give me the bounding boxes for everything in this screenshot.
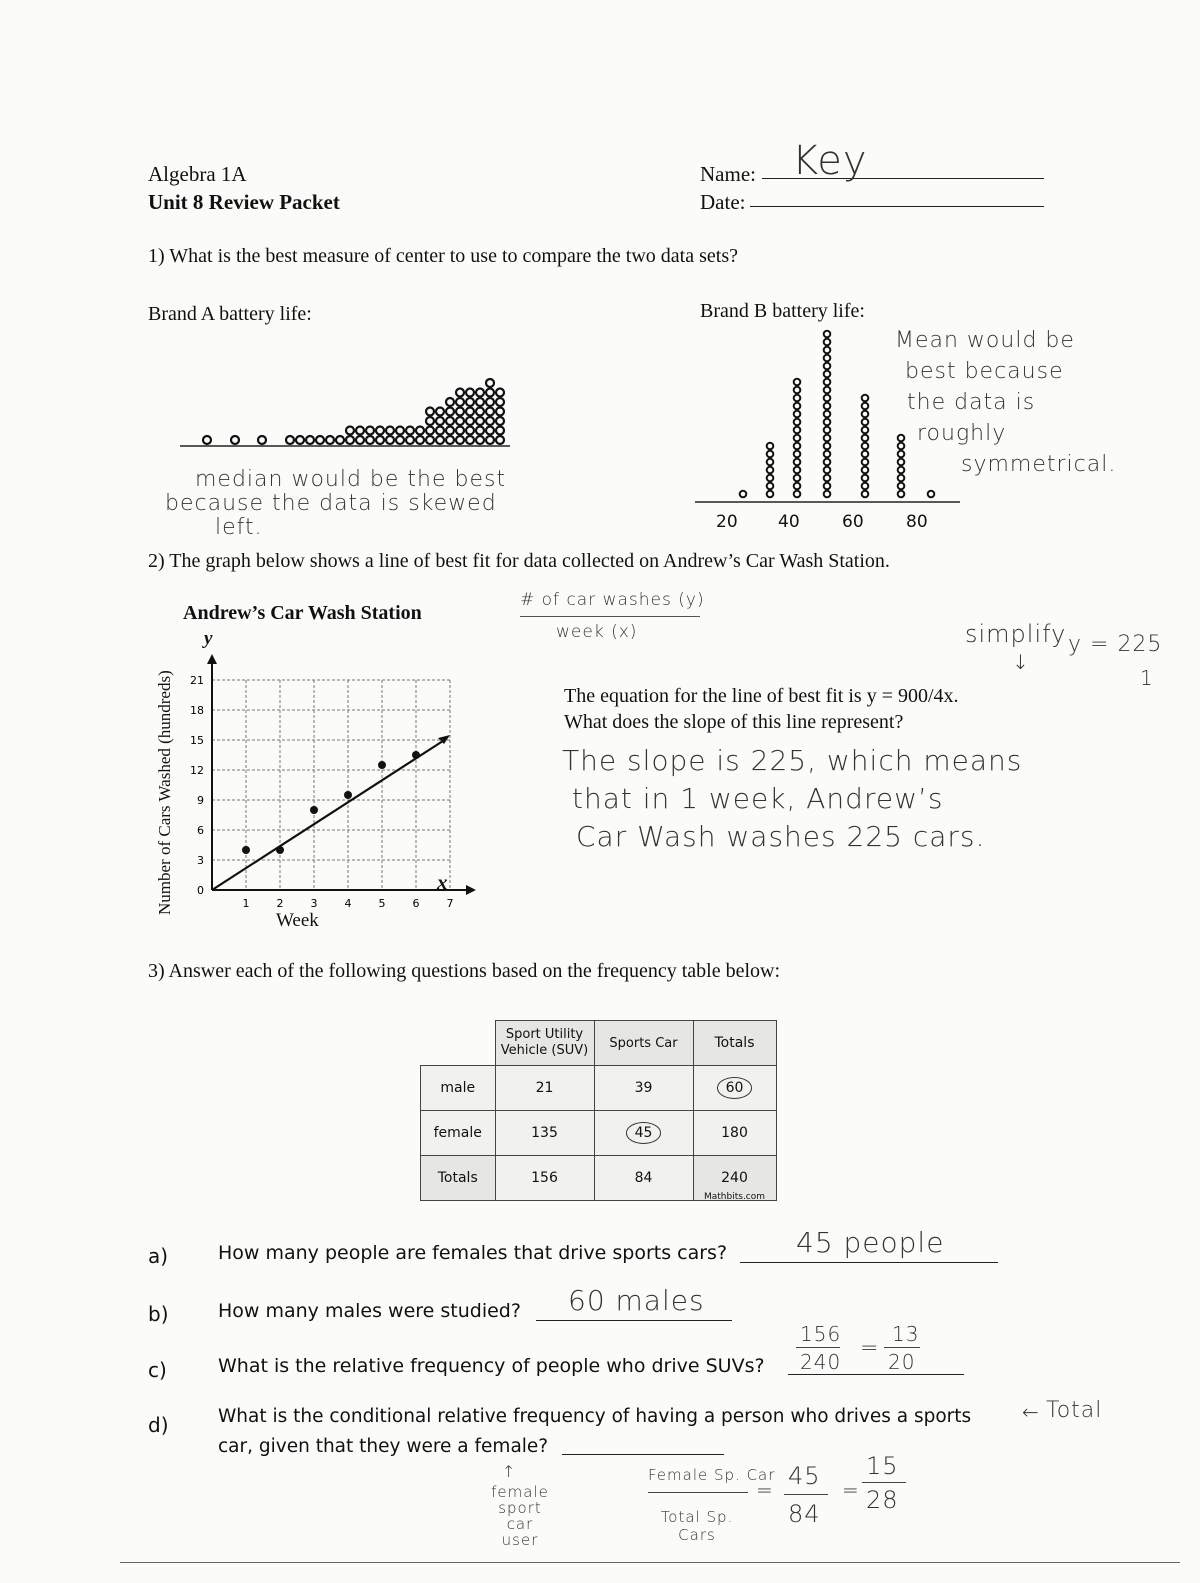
dot [824, 427, 831, 434]
chart-ylabel: Number of Cars Washed (hundreds) [155, 670, 174, 915]
x-tick-label: 4 [344, 897, 352, 910]
dot [476, 436, 484, 444]
work-num: 45 [788, 1462, 821, 1490]
dot [446, 417, 454, 425]
answer-line: best because [905, 359, 1064, 384]
table-cell: 156 [495, 1156, 594, 1201]
x-tick-label: 5 [378, 897, 386, 910]
part-c-num: 156 [800, 1322, 842, 1346]
slope-note-bar [520, 616, 700, 617]
data-point [412, 751, 420, 759]
car-wash-chart [170, 650, 470, 910]
female-note [480, 1484, 560, 1548]
part-c-den: 240 [800, 1350, 842, 1374]
dot [416, 427, 424, 435]
dot [794, 483, 801, 490]
row-label-male: male [421, 1066, 496, 1111]
result-den: 28 [866, 1486, 899, 1514]
q1-answer-b [895, 325, 1116, 480]
dot [456, 427, 464, 435]
note-line: female [491, 1483, 549, 1501]
simplify-denominator: 1 [1140, 666, 1154, 690]
dot [466, 408, 474, 416]
work-den: 84 [788, 1500, 821, 1528]
dot [794, 419, 801, 426]
answer-line-a [740, 1262, 998, 1263]
y-tick-label: 15 [190, 734, 204, 747]
answer-line: the data is [907, 390, 1036, 415]
dot [436, 436, 444, 444]
work-denominator-label: Total Sp. Cars [660, 1508, 734, 1544]
dot [794, 411, 801, 418]
dot [794, 387, 801, 394]
dot [486, 436, 494, 444]
equals-sign: = [842, 1478, 860, 1502]
dot [466, 389, 474, 397]
q3-prompt: 3) Answer each of the following questions based on the frequency table below: [148, 960, 781, 982]
dot [326, 436, 334, 444]
x-tick-label: 1 [242, 897, 250, 910]
dot [824, 355, 831, 362]
dot [824, 363, 831, 370]
dot [426, 427, 434, 435]
data-point [344, 791, 352, 799]
y-tick-label: 21 [190, 674, 204, 687]
dot [824, 491, 831, 498]
part-b-answer: 60 males [568, 1284, 705, 1317]
dot [794, 443, 801, 450]
dot [486, 389, 494, 397]
tick-label: 40 [778, 512, 800, 532]
x-axis-arrow [466, 885, 476, 895]
table-cell [693, 1066, 776, 1111]
table-cell: 39 [594, 1066, 693, 1111]
dot [794, 451, 801, 458]
result-num: 15 [866, 1452, 899, 1480]
circled-value: 45 [626, 1122, 662, 1144]
dot [396, 427, 404, 435]
slope-question: What does the slope of this line represent? [564, 711, 904, 733]
q1-answer-a [165, 468, 506, 540]
dot [456, 408, 464, 416]
x-tick-label: 7 [446, 897, 454, 910]
dot [476, 389, 484, 397]
dot [316, 436, 324, 444]
dot [862, 427, 869, 434]
dot [426, 417, 434, 425]
dot [824, 331, 831, 338]
brand-b-axis-ticks [700, 512, 960, 536]
table-cell: 240 [693, 1156, 776, 1201]
dot [496, 389, 504, 397]
row-label-female: female [421, 1111, 496, 1156]
dot [486, 417, 494, 425]
dot [203, 436, 211, 444]
dot [436, 417, 444, 425]
dot [794, 467, 801, 474]
fit-line [212, 739, 446, 890]
q1-prompt: 1) What is the best measure of center to use to compare the two data sets? [148, 245, 738, 267]
dot [466, 427, 474, 435]
dot [767, 459, 774, 466]
dot [767, 443, 774, 450]
slope-note-numerator: # of car washes (y) [520, 590, 705, 610]
dot [436, 408, 444, 416]
data-point [310, 806, 318, 814]
fraction-bar [796, 1347, 840, 1348]
dot [346, 427, 354, 435]
dot [456, 398, 464, 406]
packet-title: Unit 8 Review Packet [148, 190, 340, 214]
dot [794, 435, 801, 442]
dot [486, 379, 494, 387]
dot [794, 379, 801, 386]
part-letter: b) [148, 1302, 169, 1326]
dot [862, 483, 869, 490]
brand-a-dot-plot [180, 345, 520, 455]
dot [794, 395, 801, 402]
dot [496, 436, 504, 444]
date-line [750, 206, 1044, 207]
answer-line-c [788, 1374, 964, 1375]
table-source: Mathbits.com [704, 1192, 766, 1202]
data-point [378, 761, 386, 769]
table-cell: 135 [495, 1111, 594, 1156]
dot [740, 491, 747, 498]
dot [824, 451, 831, 458]
dot [376, 436, 384, 444]
dot [466, 436, 474, 444]
part-letter: c) [148, 1358, 167, 1382]
answer-line: that in 1 week, Andrew’s [572, 782, 944, 815]
answer-line: roughly [917, 421, 1007, 446]
dot [824, 387, 831, 394]
dot [496, 417, 504, 425]
dot [476, 427, 484, 435]
y-tick-label: 0 [197, 884, 204, 897]
dot [446, 427, 454, 435]
page-bottom-line [120, 1562, 1180, 1563]
answer-line: median would be the best [195, 467, 507, 492]
dot [426, 408, 434, 416]
note-line: sport [498, 1499, 542, 1517]
dot [862, 395, 869, 402]
dot [824, 395, 831, 402]
chart-title: Andrew’s Car Wash Station [183, 602, 422, 624]
dot [456, 417, 464, 425]
dot [824, 371, 831, 378]
dot [376, 427, 384, 435]
part-c-simplified-den: 20 [888, 1350, 916, 1374]
dot [862, 435, 869, 442]
dot [406, 427, 414, 435]
col-header-totals: Totals [693, 1021, 776, 1066]
dot [416, 436, 424, 444]
dot [824, 411, 831, 418]
dot [486, 427, 494, 435]
note-line: user [501, 1531, 539, 1549]
dot [794, 403, 801, 410]
answer-line: The slope is 225, which means [562, 744, 1023, 777]
part-d-side-note: Total [1046, 1398, 1103, 1423]
dot [366, 427, 374, 435]
dot [486, 408, 494, 416]
dot [824, 379, 831, 386]
dot [824, 475, 831, 482]
dot [258, 436, 266, 444]
name-value: Key [792, 138, 868, 184]
name-label: Name: [700, 162, 756, 186]
dot [862, 443, 869, 450]
dot [296, 436, 304, 444]
dot [476, 408, 484, 416]
dot [446, 398, 454, 406]
dot [436, 427, 444, 435]
dot [466, 398, 474, 406]
dot [396, 436, 404, 444]
fraction-bar [884, 1347, 920, 1348]
part-d-text-line2: car, given that they were a female? [218, 1436, 549, 1457]
dot [456, 389, 464, 397]
part-b-text: How many males were studied? [218, 1300, 521, 1322]
q2-answer [562, 742, 1022, 856]
equation-text: The equation for the line of best fit is y = 900/4x. [564, 685, 959, 707]
dot [824, 435, 831, 442]
dot [496, 427, 504, 435]
date-label: Date: [700, 190, 746, 214]
course-title: Algebra 1A [148, 162, 247, 186]
dot [496, 408, 504, 416]
dot [794, 491, 801, 498]
dot [231, 436, 239, 444]
dot [306, 436, 314, 444]
slope-note-denominator: week (x) [556, 622, 638, 642]
dot [476, 398, 484, 406]
y-tick-label: 18 [190, 704, 204, 717]
dot [386, 427, 394, 435]
work-numerator-label: Female Sp. Car [648, 1466, 776, 1484]
answer-line: symmetrical. [961, 452, 1117, 477]
y-tick-label: 3 [197, 854, 204, 867]
dot [898, 491, 905, 498]
part-a-text: How many people are females that drive sports cars? [218, 1242, 728, 1264]
dot [862, 475, 869, 482]
dot [446, 436, 454, 444]
dot [862, 459, 869, 466]
dot [346, 436, 354, 444]
y-tick-label: 9 [197, 794, 204, 807]
part-c-text: What is the relative frequency of people who drive SUVs? [218, 1355, 765, 1377]
dot [862, 467, 869, 474]
chart-x-letter: x [437, 870, 448, 894]
chart-y-letter: y [204, 628, 213, 649]
col-header-suv: Sport Utility Vehicle (SUV) [495, 1021, 594, 1066]
x-tick-label: 2 [276, 897, 284, 910]
equals-sign: = [756, 1478, 774, 1502]
dot [824, 403, 831, 410]
dot [767, 491, 774, 498]
table-cell: 180 [693, 1111, 776, 1156]
part-d-text-line1: What is the conditional relative frequency of having a person who drives a sports [218, 1406, 972, 1427]
side-arrow: ← [1022, 1400, 1040, 1424]
dot [496, 398, 504, 406]
dot [456, 436, 464, 444]
brand-b-label: Brand B battery life: [700, 300, 865, 322]
dot [862, 419, 869, 426]
circled-value: 60 [717, 1077, 753, 1099]
dot [824, 467, 831, 474]
dot [824, 483, 831, 490]
table-cell: 84 [594, 1156, 693, 1201]
dot [862, 411, 869, 418]
y-axis-arrow [207, 654, 217, 664]
chart-xlabel: Week [276, 910, 319, 931]
part-c-simplified-num: 13 [892, 1322, 920, 1346]
tick-label: 20 [716, 512, 738, 532]
dot [824, 459, 831, 466]
dot [286, 436, 294, 444]
dot [928, 491, 935, 498]
note-line: car [506, 1515, 534, 1533]
dot [767, 467, 774, 474]
dot [386, 436, 394, 444]
dot [862, 491, 869, 498]
dot [862, 403, 869, 410]
q2-prompt: 2) The graph below shows a line of best fit for data collected on Andrew’s Car Wash Station. [148, 550, 890, 572]
dot [446, 408, 454, 416]
dot [824, 347, 831, 354]
dot [466, 417, 474, 425]
dot [824, 419, 831, 426]
row-label-totals: Totals [421, 1156, 496, 1201]
table-cell: 21 [495, 1066, 594, 1111]
fraction-bar [648, 1492, 748, 1493]
y-tick-label: 6 [197, 824, 204, 837]
dot [794, 459, 801, 466]
part-letter: d) [148, 1413, 169, 1437]
equals-sign: = [860, 1336, 880, 1361]
x-tick-label: 6 [412, 897, 420, 910]
tick-label: 80 [906, 512, 928, 532]
dot [824, 443, 831, 450]
data-point [276, 846, 284, 854]
col-header-sports-car: Sports Car [594, 1021, 693, 1066]
simplify-result: y = 225 [1068, 632, 1163, 657]
dot [862, 451, 869, 458]
answer-line: because the data is skewed [165, 491, 497, 516]
answer-line-d [562, 1454, 724, 1455]
answer-line: Mean would be [895, 328, 1075, 353]
tick-label: 60 [842, 512, 864, 532]
part-letter: a) [148, 1244, 169, 1268]
brand-a-label: Brand A battery life: [148, 303, 312, 325]
part-a-answer: 45 people [796, 1226, 945, 1259]
dot [366, 436, 374, 444]
y-tick-label: 12 [190, 764, 204, 777]
answer-line: left. [215, 515, 263, 540]
simplify-note: simplify [965, 620, 1067, 648]
dot [794, 427, 801, 434]
answer-line: Car Wash washes 225 cars. [576, 820, 986, 853]
dot [486, 398, 494, 406]
simplify-arrow: ↓ [1012, 650, 1030, 674]
up-arrow: ↑ [502, 1462, 517, 1481]
x-tick-label: 3 [310, 897, 318, 910]
dot [426, 436, 434, 444]
dot [336, 436, 344, 444]
dot [767, 475, 774, 482]
dot [356, 427, 364, 435]
dot [794, 475, 801, 482]
dot [356, 436, 364, 444]
dot [824, 339, 831, 346]
dot [898, 483, 905, 490]
data-point [242, 846, 250, 854]
frequency-table [420, 1020, 777, 1201]
dot [406, 436, 414, 444]
dot [767, 483, 774, 490]
fraction-bar [784, 1494, 828, 1495]
fraction-bar [862, 1482, 906, 1483]
dot [476, 417, 484, 425]
answer-line-b [536, 1320, 732, 1321]
table-cell [594, 1111, 693, 1156]
dot [767, 451, 774, 458]
